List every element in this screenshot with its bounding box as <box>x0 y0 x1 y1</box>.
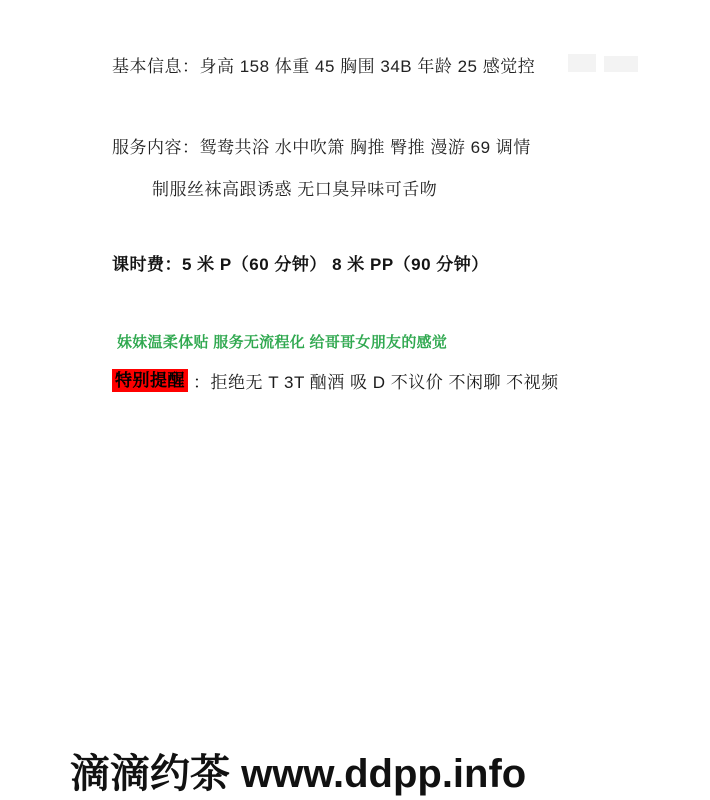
smudge-mark-left <box>568 54 596 72</box>
green-highlight-note: 妹妹温柔体贴 服务无流程化 给哥哥女朋友的感觉 <box>117 334 448 351</box>
warning-text: ：拒绝无 T 3T 酗酒 吸 D 不议价 不闲聊 不视频 <box>193 373 559 392</box>
service-content-line-2: 制服丝袜高跟诱惑 无口臭异味可舌吻 <box>152 180 438 199</box>
warning-badge: 特别提醒 <box>112 369 188 392</box>
service-content-line-1: 服务内容：鸳鸯共浴 水中吹箫 胸推 臀推 漫游 69 调情 <box>112 138 531 157</box>
basic-info-line: 基本信息：身高 158 体重 45 胸围 34B 年龄 25 感觉控 <box>112 57 536 76</box>
warning-row <box>112 368 559 393</box>
smudge-mark-right <box>604 56 638 72</box>
fee-line: 课时费：5 米 P（60 分钟） 8 米 PP（90 分钟） <box>112 255 489 274</box>
footer-watermark: 滴滴约茶 www.ddpp.info <box>70 752 527 796</box>
